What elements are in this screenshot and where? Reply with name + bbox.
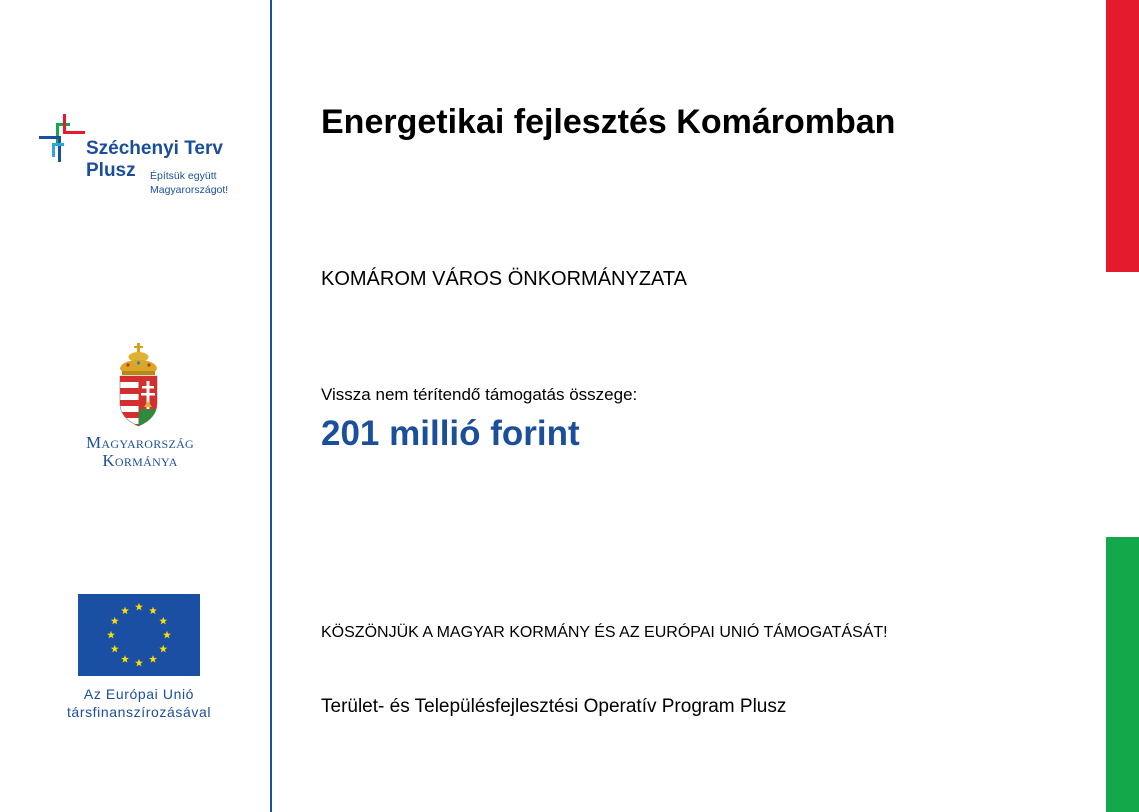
flag-stripe-green: [1106, 537, 1139, 812]
eu-cofinancing-label: [40, 685, 238, 721]
szechenyi-plusz: Plusz: [86, 160, 136, 181]
eu-label-line-1: Az Európai Unió: [83, 686, 195, 702]
szechenyi-terv-logo: [38, 114, 258, 204]
program-name: Terület- és Településfejlesztési Operatív Program Plusz: [321, 696, 787, 717]
szechenyi-tagline: [150, 169, 228, 197]
szechenyi-title: Széchenyi Terv: [86, 138, 223, 159]
government-label: [40, 434, 240, 470]
support-amount-label: Vissza nem térítendő támogatás összege:: [321, 385, 638, 404]
hungarian-coat-of-arms-icon: [114, 343, 164, 427]
eu-flag-icon: [78, 594, 200, 676]
szechenyi-tagline-line-2: Magyarországot!: [150, 184, 229, 196]
government-label-line-1: Magyarország: [85, 433, 195, 452]
flag-stripe-red: [1106, 0, 1139, 272]
vertical-divider: [270, 0, 272, 812]
government-label-line-2: Kormánya: [102, 451, 178, 470]
thanks-message: KÖSZÖNJÜK A MAGYAR KORMÁNY ÉS AZ EURÓPAI UNIÓ TÁMOGATÁSÁT!: [321, 624, 888, 641]
szechenyi-cross-icon: [38, 114, 86, 166]
support-amount-value: 201 millió forint: [321, 414, 580, 453]
beneficiary-name: KOMÁROM VÁROS ÖNKORMÁNYZATA: [321, 268, 687, 290]
project-title: Energetikai fejlesztés Komáromban: [321, 103, 896, 141]
eu-label-line-2: társfinanszírozásával: [66, 704, 212, 720]
szechenyi-tagline-line-1: Építsük együtt: [150, 170, 217, 182]
